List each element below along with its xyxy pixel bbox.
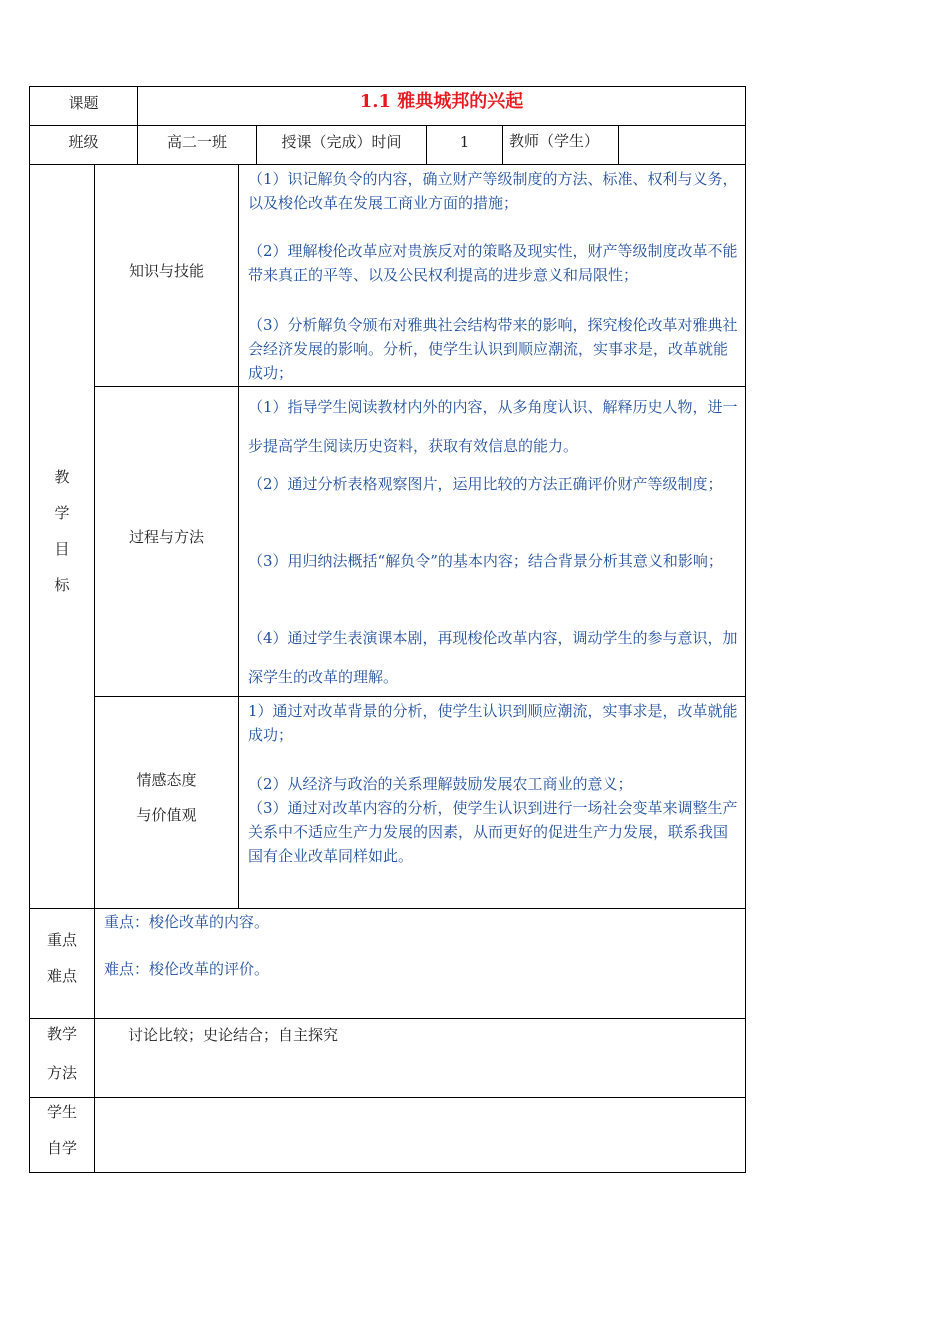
- grid-line: [502, 125, 503, 165]
- objectives-label-char: 目: [54, 540, 70, 558]
- grid-line: [618, 125, 619, 165]
- emotion-item: （2）从经济与政治的关系理解鼓励发展农工商业的意义；: [248, 775, 633, 793]
- grid-line: [745, 86, 746, 1173]
- process-item: （2）通过分析表格观察图片，运用比较的方法正确评价财产等级制度；: [248, 475, 723, 493]
- grid-line: [29, 1018, 746, 1019]
- objectives-label-char: 学: [54, 504, 70, 522]
- teacher-label: 教师（学生）: [509, 132, 600, 150]
- key-point: 重点：梭伦改革的内容。: [104, 913, 270, 931]
- knowledge-item: （3）分析解负令颁布对雅典社会结构带来的影响，探究梭伦改革对雅典社会经济发展的影响。分析，使学生认识到顺应潮流，实事求是，改革就能成功；: [248, 316, 738, 382]
- emotion-label-line1: 情感态度: [136, 771, 197, 789]
- grid-line: [29, 908, 746, 909]
- emotion-label-line2: 与价值观: [136, 806, 197, 824]
- grid-line: [238, 164, 239, 909]
- grid-line: [29, 1097, 746, 1098]
- time-label: 授课（完成）时间: [281, 133, 402, 151]
- class-label: 班级: [68, 133, 99, 151]
- grid-line: [29, 86, 30, 1173]
- objectives-label-char: 标: [54, 576, 70, 594]
- knowledge-item: （1）识记解负令的内容，确立财产等级制度的方法、标准、权利与义务，以及梭伦改革在发展工商业方面的措施；: [248, 170, 738, 212]
- knowledge-label: 知识与技能: [128, 262, 204, 280]
- methods-label-line2: 方法: [46, 1064, 77, 1082]
- grid-line: [94, 164, 95, 1173]
- keypoints-label-line1: 重点: [46, 931, 77, 949]
- objectives-label-char: 教: [54, 468, 70, 486]
- selfstudy-label-line2: 自学: [46, 1139, 77, 1157]
- keypoints-label-line2: 难点: [46, 967, 77, 985]
- process-item: （3）用归纳法概括“解负令”的基本内容；结合背景分析其意义和影响；: [248, 552, 723, 570]
- grid-line: [29, 1172, 746, 1173]
- lesson-title: 1.1 雅典城邦的兴起: [359, 91, 524, 112]
- selfstudy-label-line1: 学生: [46, 1103, 77, 1121]
- time-value: 1: [459, 133, 470, 151]
- knowledge-item: （2）理解梭伦改革应对贵族反对的策略及现实性，财产等级制度改革不能带来真正的平等、以及公民权利提高的进步意义和局限性；: [248, 242, 738, 284]
- methods-value: 讨论比较；史论结合；自主探究: [128, 1026, 339, 1044]
- emotion-item: （3）通过对改革内容的分析，使学生认识到进行一场社会变革来调整生产关系中不适应生产力发展的因素，从而更好的促进生产力发展，联系我国国有企业改革同样如此。: [248, 799, 738, 865]
- methods-label-line1: 教学: [46, 1025, 77, 1043]
- grid-line: [94, 386, 746, 387]
- topic-label: 课题: [68, 94, 99, 112]
- process-item: （1）指导学生阅读教材内外的内容，从多角度认识、解释历史人物，进一步提高学生阅读历史资料，获取有效信息的能力。: [248, 398, 738, 455]
- process-item: （4）通过学生表演课本剧，再现梭伦改革内容，调动学生的参与意识，加深学生的改革的理解。: [248, 629, 738, 686]
- emotion-item: 1）通过对改革背景的分析，使学生认识到顺应潮流，实事求是，改革就能成功；: [248, 702, 738, 744]
- difficult-point: 难点：梭伦改革的评价。: [104, 960, 270, 978]
- class-value: 高二一班: [166, 133, 227, 151]
- process-label: 过程与方法: [128, 528, 204, 546]
